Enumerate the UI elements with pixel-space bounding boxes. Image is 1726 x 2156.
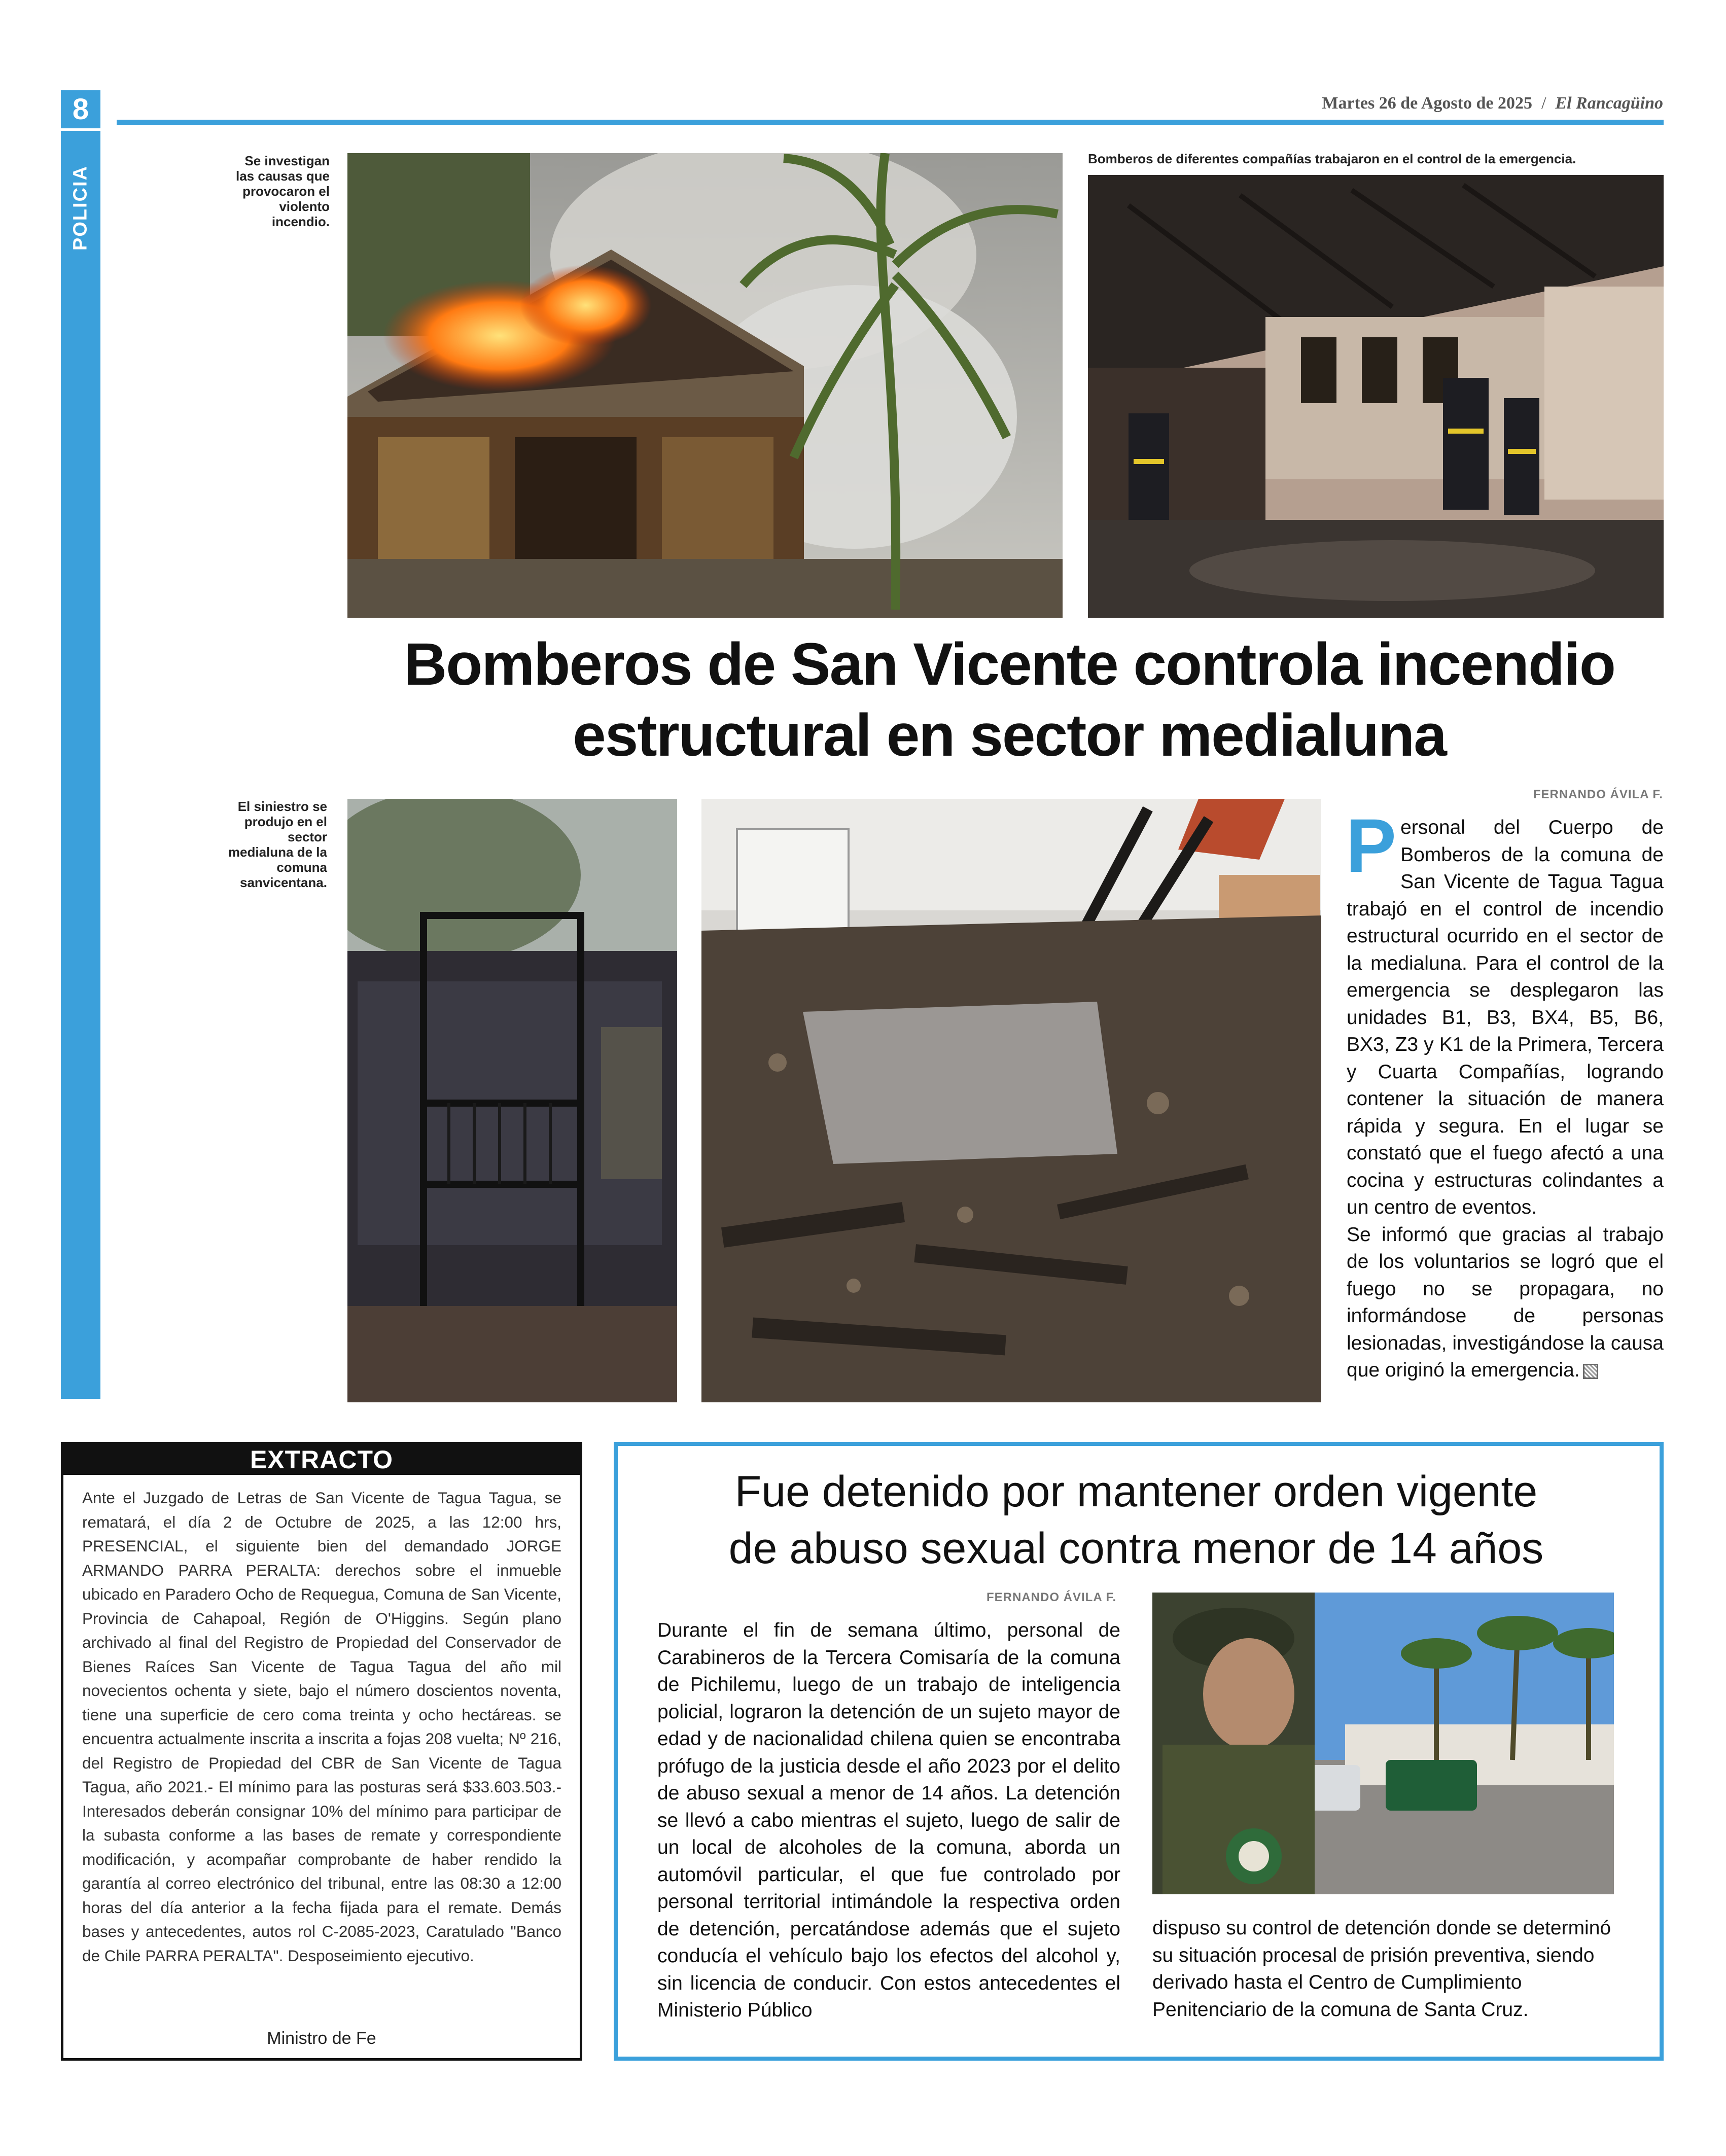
- section-label: POLICIA: [69, 165, 91, 251]
- fire-house-photo: [347, 153, 1063, 618]
- photo-caption: Bomberos de diferentes compañías trabajaron en el control de la emergencia.: [1088, 151, 1576, 166]
- masthead-separator: /: [1541, 94, 1546, 113]
- issue-date: Martes 26 de Agosto de 2025: [1322, 94, 1532, 113]
- paragraph-text: Se informó que gracias al trabajo de los voluntarios se logró que el fuego no se propagara, no informándose de personas lesionadas, investigándose la causa que originó la emergencia.: [1347, 1223, 1664, 1381]
- headline-line: Bomberos de San Vicente controla incendio: [404, 631, 1615, 698]
- headline: [659, 1463, 1613, 1577]
- article-body: [1346, 803, 1664, 1384]
- headline: [355, 629, 1664, 771]
- extracto-body: Ante el Juzgado de Letras de San Vicente de Tagua Tagua, se rematará, el día 2 de Octubre de 2025, a las 12:00 hrs, PRESENCIAL, el siguiente bien del demandado JORGE ARMANDO PARRA PERALTA: derechos sobre el inmueble ubicado en Paradero Ocho de Requegua, Comuna de San Vicente, Provincia de Cahapoal, Región de O'Higgins. Según plano archivado al final del Registro de Propiedad del Conservador de Bienes Raíces San Vicente de Tagua Tagua del año mil novecientos ochenta y siete, bajo el número doscientos noventa, tiene una superficie de cero coma treinta y ocho hectáreas. se encuentra actualmente inscrita a inscrita a fojas 208 vuelta; Nº 216, del Registro de Propiedad del CBR de San Vicente de Tagua Tagua, año 2021.- El mínimo para las posturas será $33.603.503.- Interesados deberán consignar 10% del mínimo para participar de la subasta conforme a las bases de remate y correspondiente modificación, y acompañar comprobante de haber rendido la garantía al correo electrónico del tribunal, entre las 08:30 a 12:00 horas del día anterior a la fecha fijada para el remate. Demás bases y antecedentes, autos rol C-2085-2023, Caratulado "Banco de Chile PARRA PERALTA". Desposeimiento ejecutivo.: [82, 1489, 561, 1965]
- headline-line: estructural en sector medialuna: [573, 702, 1446, 769]
- article-body: Durante el fin de semana último, personal de Carabineros de la Tercera Comisaría de la comuna de Pichilemu, luego de un trabajo de inteligencia policial, lograron la detención de un sujeto mayor de edad y de nacionalidad chilena quien se encontraba prófugo de la justicia desde el año 2023 por el delito de abuso sexual a menor de 14 años. La detención se llevó a cabo mientras el sujeto, luego de salir de un local de alcoholes de la comuna, aborda un automóvil particular, el que fue controlado por personal territorial intimándole la respectiva orden de detención, percatándose además que el sujeto conducía el vehículo bajo los efectos del alcohol y, sin licencia de conducir. Con estos antecedentes el Ministerio Público: [657, 1619, 1120, 2021]
- section-bar: [61, 131, 100, 1399]
- byline: FERNANDO ÁVILA F.: [987, 1591, 1117, 1604]
- debris-floor-photo: [701, 799, 1321, 1402]
- extracto-signature: Ministro de Fe: [267, 2029, 376, 2048]
- paragraph: [1347, 1221, 1664, 1384]
- headline-line: de abuso sexual contra menor de 14 años: [728, 1524, 1544, 1573]
- photo-caption: El siniestro se produjo en el sector medialuna de la comuna sanvicentana.: [228, 799, 327, 890]
- masthead: [1322, 94, 1663, 113]
- newspaper-name: El Rancagüino: [1555, 94, 1663, 113]
- extracto-title: EXTRACTO: [63, 1444, 580, 1475]
- paragraph: ersonal del Cuerpo de Bomberos de la comuna de San Vicente de Tagua Tagua trabajó en el control de incendio estructural ocurrido en el sector de la medialuna. Para el control de la emergencia se desplegaron las unidades B1, B3, BX4, B5, B6, BX3, Z3 y K1 de la Primera, Tercera y Cuarta Compañías, logrando contener la situación de manera rápida y segura. En el lugar se constató que el fuego afectó a una cocina y estructuras colindantes a un centro de eventos.: [1347, 817, 1664, 1218]
- top-rule: [117, 120, 1664, 125]
- headline-line: Fue detenido por mantener orden vigente: [734, 1467, 1538, 1516]
- article-body: dispuso su control de detención donde se determinó su situación procesal de prisión preventiva, siendo derivado hasta el Centro de Cumplimiento Penitenciario de la comuna de Santa Cruz.: [1152, 1917, 1611, 2021]
- page-number: 8: [61, 90, 100, 128]
- byline: FERNANDO ÁVILA F.: [1533, 788, 1663, 801]
- photo-caption: Se investigan las causas que provocaron el violento incendio.: [236, 153, 330, 229]
- carabinero-photo: [1152, 1593, 1614, 1894]
- drop-cap: P: [1346, 803, 1397, 888]
- firefighters-photo: [1088, 175, 1664, 618]
- end-mark-icon: [1583, 1364, 1598, 1379]
- burned-structure-photo: [347, 799, 677, 1402]
